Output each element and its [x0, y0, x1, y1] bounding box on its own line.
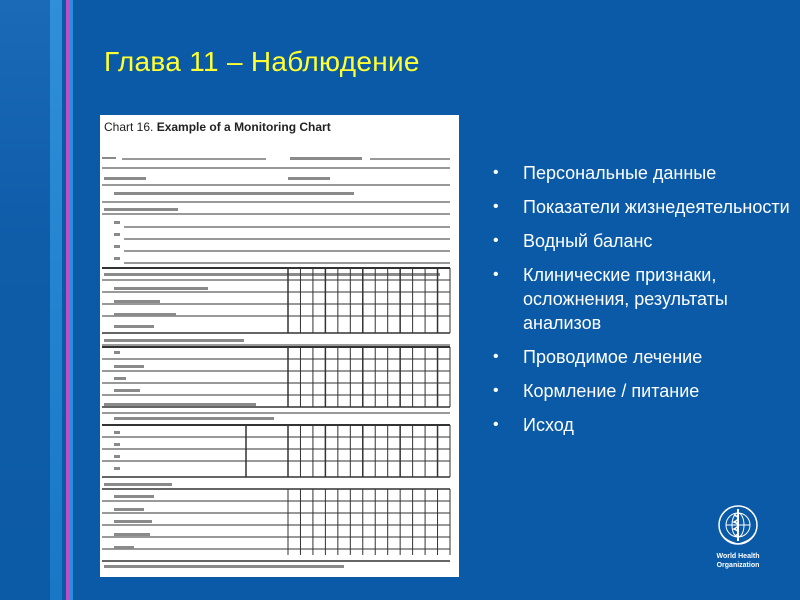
chart-form-text-block [114, 417, 274, 420]
chart-form-text-block [114, 287, 208, 290]
who-logo-line1: World Health [716, 553, 760, 560]
bullet-list [493, 161, 793, 447]
chart-form-text-block [104, 177, 146, 180]
chart-form-text-block [104, 483, 172, 486]
chart-caption-number: Chart 16. [104, 120, 154, 134]
chart-form-text-block [114, 443, 120, 446]
chart-form-text-block [114, 325, 154, 328]
blue-divider-line [70, 0, 73, 600]
chart-form-text-block [104, 208, 178, 211]
who-logo [708, 503, 768, 570]
monitoring-chart-image [100, 115, 459, 577]
chart-form-text-block [114, 546, 134, 549]
chart-form-text-block [114, 245, 120, 248]
bullet-item: • Персональные данные [493, 161, 793, 185]
who-emblem-icon [715, 503, 761, 547]
chart-form-text-block [114, 313, 176, 316]
chart-form-text-block [104, 273, 440, 276]
chart-form-text-block [114, 520, 152, 523]
who-logo-line2: Organization [716, 562, 760, 569]
slide-title: Глава 11 – Наблюдение [104, 46, 420, 77]
chart-form-text-block [114, 431, 120, 434]
bullet-item: • Исход [493, 413, 793, 437]
chart-form-text-block [114, 233, 120, 236]
chart-form-text-block [114, 257, 120, 260]
chart-form-text-block [104, 403, 256, 406]
bullet-item: • Проводимое лечение [493, 345, 793, 369]
monitoring-chart-form [100, 115, 459, 577]
bullet-item: • Кормление / питание [493, 379, 793, 403]
chart-form-text-block [288, 177, 330, 180]
chart-form-text-block [114, 389, 140, 392]
chart-caption-text: Example of a Monitoring Chart [156, 120, 331, 134]
chart-form-text-block [114, 192, 354, 195]
chart-form-text-block [114, 533, 150, 536]
bullet-item: • Клинические признаки, осложнения, результаты анализов [493, 263, 793, 335]
chart-form-text-block [114, 300, 160, 303]
bullet-item: • Водный баланс [493, 229, 793, 253]
chart-form-text-block [114, 455, 120, 458]
chart-caption [104, 120, 331, 134]
bullet-item: • Показатели жизнедеятельности [493, 195, 793, 219]
chart-form-text-block [114, 495, 154, 498]
chart-form-text-block [114, 365, 144, 368]
chart-form-text-block [114, 221, 120, 224]
chart-form-text-block [114, 508, 144, 511]
chart-form-text-block [114, 377, 126, 380]
chart-form-text-block [102, 157, 116, 159]
chart-form-text-block [104, 565, 344, 568]
chart-form-text-block [290, 157, 362, 160]
left-decorative-band [0, 0, 62, 600]
chart-form-text-block [114, 351, 120, 354]
chart-form-text-block [104, 339, 244, 342]
chart-form-text-block [114, 467, 120, 470]
